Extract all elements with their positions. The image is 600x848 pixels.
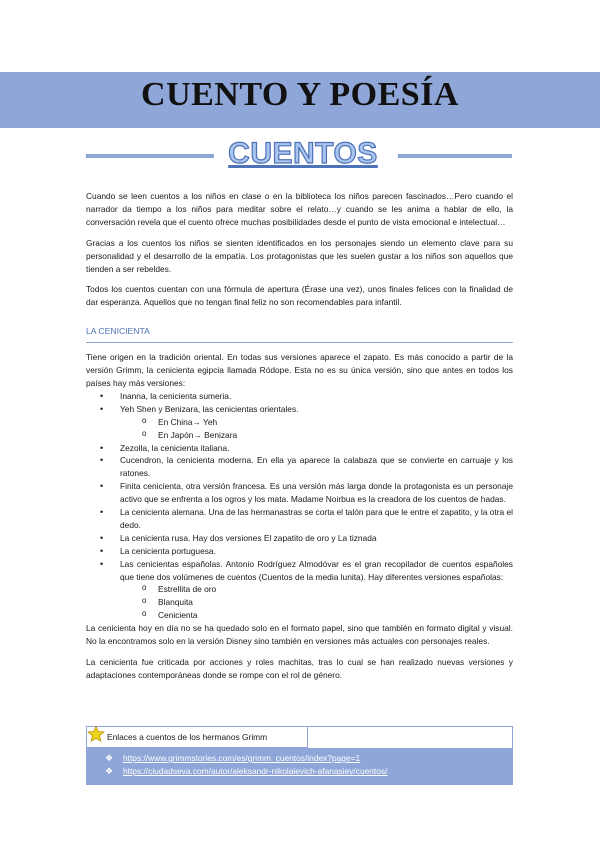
list-item	[86, 403, 513, 442]
list-item: • La cenicienta rusa. Hay dos versiones El zapatito de oro y La tiznada	[86, 532, 513, 545]
versions-list	[86, 390, 513, 622]
diamond-bullet-icon: ❖	[105, 766, 114, 776]
link-grimmstories[interactable]	[87, 752, 512, 765]
intro-paragraph-1: Cuando se leen cuentos a los niños en clase o en la biblioteca los niños parecen fascinados…Pero cuando el narrador da tiempo a los niños para meditar sobre el relato…y cuando se les anima a hablar de ello, la conversación revela que el cuento ofrece muchas posibilidades desde el punto de vista emocional e intelectual…	[86, 191, 513, 227]
diamond-bullet-icon: ❖	[105, 753, 114, 763]
list-item: • La cenicienta portuguesa.	[86, 545, 513, 558]
sub-list-item: o Estrellita de oro	[120, 583, 513, 596]
link-ciudadseva-text[interactable]: https://ciudadseva.com/autor/aleksandr-nikolaievich-afanasiev/cuentos/	[123, 766, 388, 776]
links-box-header	[87, 727, 308, 748]
list-item	[86, 558, 513, 623]
link-ciudadseva[interactable]	[87, 765, 512, 778]
section-title-cuentos: CUENTOS	[228, 137, 378, 170]
list-item: • Finita cenicienta, otra versión francesa. Es una versión más larga donde la protagonista es un personaje activo que se enfrenta a los ogros y los mata. Madame Noirbua es la creadora de los cuentos de hadas.	[86, 480, 513, 506]
list-item: • Zezolla, la cenicienta italiana.	[86, 442, 513, 455]
list-item-text: Las cenicientas españolas. Antonio Rodríguez Almodóvar es el gran recopilador de cuentos españoles que tiene dos volúmenes de cuentos (Cuentos de la media lunita). Hay diferentes versiones españolas:	[120, 558, 513, 582]
links-box	[86, 726, 513, 785]
intro-paragraph-3: Todos los cuentos cuentan con una fórmula de apertura (Érase una vez), unos finales felices con la finalidad de dar esperanza. Aquellos que no tengan final feliz no son recomendables para infantil.	[86, 284, 513, 308]
section-heading-cenicienta: LA CENICIENTA	[86, 325, 513, 343]
page-title: CUENTO Y POESÍA	[141, 76, 459, 113]
list-item: • La cenicienta alemana. Una de las hermanastras se corta el talón para que le entre el zapatito, y la otra el dedo.	[86, 506, 513, 532]
sub-list-item: o Cenicienta	[120, 609, 513, 622]
cenicienta-paragraph-digital: La cenicienta hoy en día no se ha quedado solo en el formato papel, sino que también en formato digital y visual. No la encontramos solo en la versión Disney sino también en versiones más actuales con personajes reales.	[86, 623, 513, 647]
list-item-text: Yeh Shen y Benizara, las cenicientas orientales.	[120, 403, 299, 414]
star-icon	[87, 725, 105, 743]
oriental-sublist	[120, 416, 513, 442]
spanish-sublist	[120, 583, 513, 622]
cenicienta-lead: Tiene origen en la tradición oriental. En todas sus versiones aparece el zapato. Es más conocido a partir de la versión Grimm, la cenicienta egipcia llamada Ródope. Esta no es su única versión, sino que antes en todos los países hay más versiones:	[86, 352, 513, 388]
document-body	[86, 190, 513, 690]
link-grimmstories-text[interactable]: https://www.grimmstories.com/es/grimm_cuentos/index?page=1	[123, 753, 361, 763]
list-item: • Inanna, la cenicienta sumeria.	[86, 390, 513, 403]
sub-list-item: o Blanquita	[120, 596, 513, 609]
links-list	[87, 748, 512, 784]
sub-list-item: o En Japón→ Benizara	[120, 429, 513, 442]
cenicienta-paragraph-critica: La cenicienta fue criticada por acciones y roles machitas, tras lo cual se han realizado nuevas versiones y adaptaciones contemporáneas donde se rompe con el rol de género.	[86, 657, 513, 680]
sub-list-item: o En China→ Yeh	[120, 416, 513, 429]
subtitle-rule-left	[86, 154, 214, 158]
subtitle-rule-right	[398, 154, 512, 158]
list-item: • Cucendron, la cenicienta moderna. En ella ya aparece la calabaza que se convierte en carruaje y los ratones.	[86, 454, 513, 480]
links-box-title: Enlaces a cuentos de los hermanos Grimm	[107, 732, 268, 742]
intro-paragraph-2: Gracias a los cuentos los niños se sienten identificados en los personajes siendo un elemento clave para su personalidad y el desarrollo de la empatía. Los protagonistas que les suelen gustar a los niños son aquellos que tienden a ser rebeldes.	[86, 237, 513, 274]
